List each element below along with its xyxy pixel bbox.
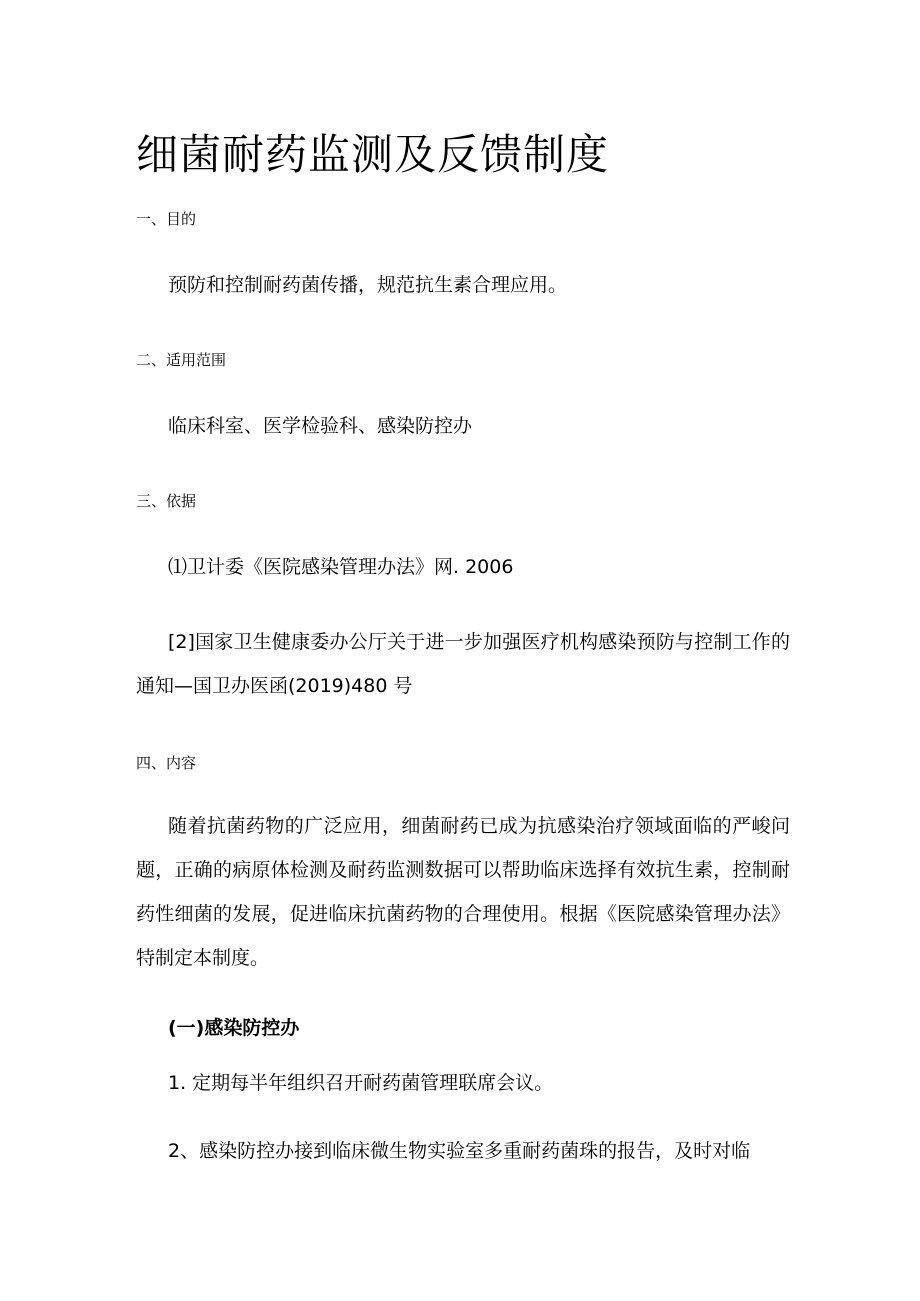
basis-reference-2: [2]国家卫生健康委办公厅关于进一步加强医疗机构感染预防与控制工作的通知—国卫办医函(2019)480 号	[136, 631, 790, 697]
scope-text: 临床科室、医学检验科、感染防控办	[168, 415, 473, 437]
content-item-2: 2、感染防控办接到临床微生物实验室多重耐药菌珠的报告，及时对临	[168, 1140, 751, 1162]
section-heading-content: 四、内容	[136, 754, 197, 772]
subsection-heading-infection-control: (一)感染防控办	[168, 1017, 300, 1039]
purpose-text: 预防和控制耐药菌传播，规范抗生素合理应用。	[168, 274, 568, 296]
basis-reference-1: ⑴卫计委《医院感染管理办法》网. 2006	[168, 556, 514, 578]
content-item-1: 1. 定期每半年组织召开耐药菌管理联席会议。	[168, 1072, 554, 1094]
content-intro-paragraph: 随着抗菌药物的广泛应用，细菌耐药已成为抗感染治疗领域面临的严峻问题，正确的病原体检测及耐药监测数据可以帮助临床选择有效抗生素，控制耐药性细菌的发展，促进临床抗菌药物的合理使用。根据《医院感染管理办法》特制定本制度。	[136, 815, 790, 969]
section-heading-purpose: 一、目的	[136, 210, 197, 228]
document-title: 细菌耐药监测及反馈制度	[136, 130, 610, 179]
section-heading-scope: 二、适用范围	[136, 351, 227, 369]
section-heading-basis: 三、依据	[136, 492, 197, 510]
